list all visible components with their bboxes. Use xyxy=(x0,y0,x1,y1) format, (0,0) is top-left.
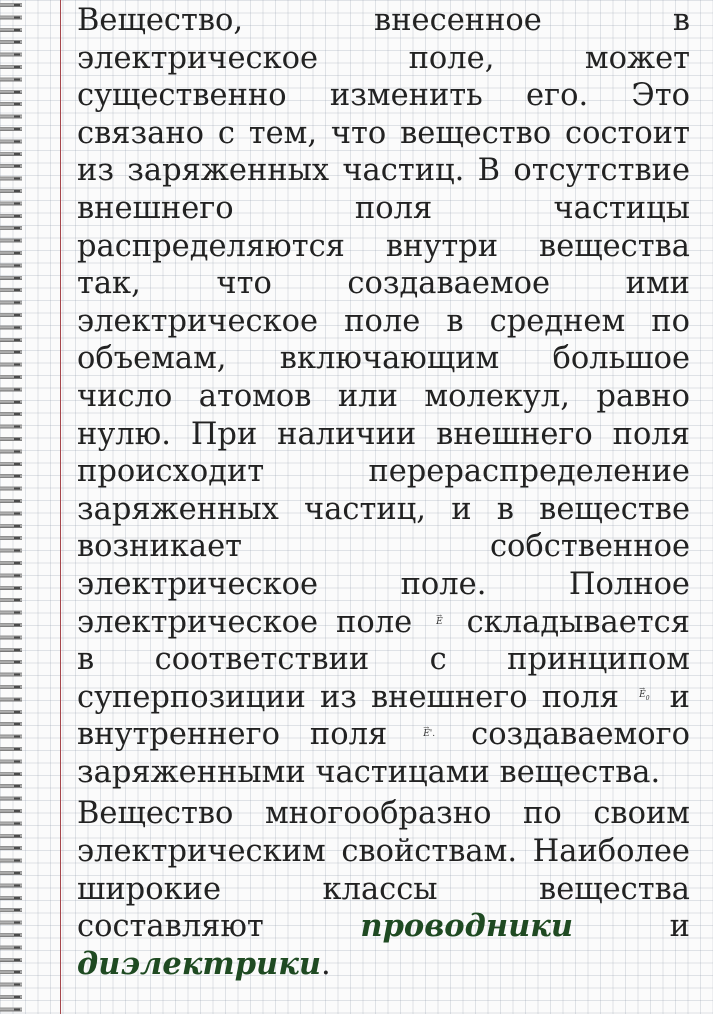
vector-E0-subscript: 0 xyxy=(645,694,650,702)
paragraph-1-text-c: и внутреннего поля xyxy=(77,679,691,753)
paragraph-2-text-a: Вещество многообразно по своим электрическим свойствам. Наиболее широкие классы вещества составляют xyxy=(77,796,690,945)
vector-E-prime-symbol: → E'. xyxy=(423,729,435,739)
document-body xyxy=(77,2,690,983)
paragraph-2-conjunction: и xyxy=(669,909,690,945)
vector-E-symbol: → E xyxy=(436,617,443,627)
vector-E0-symbol xyxy=(639,690,649,704)
paragraph-substance-classes xyxy=(77,795,690,983)
vector-E0-base: E xyxy=(639,689,646,700)
paragraph-1-text-d: создаваемого заряженными частицами вещества. xyxy=(77,717,690,790)
paragraph-1-text-a: Вещество, внесенное в электрическое поле, может существенно изменить его. Это связано с тем, что вещество состоит из заряженных частиц. В отсутствие внешнего поля частицы распределяются внутри вещества так, что создаваемое ими электрическое поле в среднем по объемам, включающим большое число атомов или молекул, равно нулю. При наличии внешнего поля происходит перераспределение заряженных частиц, и в веществе возникает собственное электрическое поле. Полное электрическое поле xyxy=(77,3,690,640)
term-conductors: проводники xyxy=(360,908,574,945)
margin-line xyxy=(60,0,61,1014)
term-dielectrics: диэлектрики xyxy=(77,945,322,982)
paragraph-2-period: . xyxy=(321,946,331,982)
paragraph-1-text-b: складывается в соответствии с принципом суперпозиции из внешнего поля xyxy=(77,604,690,715)
notebook-spiral-binding xyxy=(0,0,22,1014)
paragraph-electric-field xyxy=(77,2,690,791)
